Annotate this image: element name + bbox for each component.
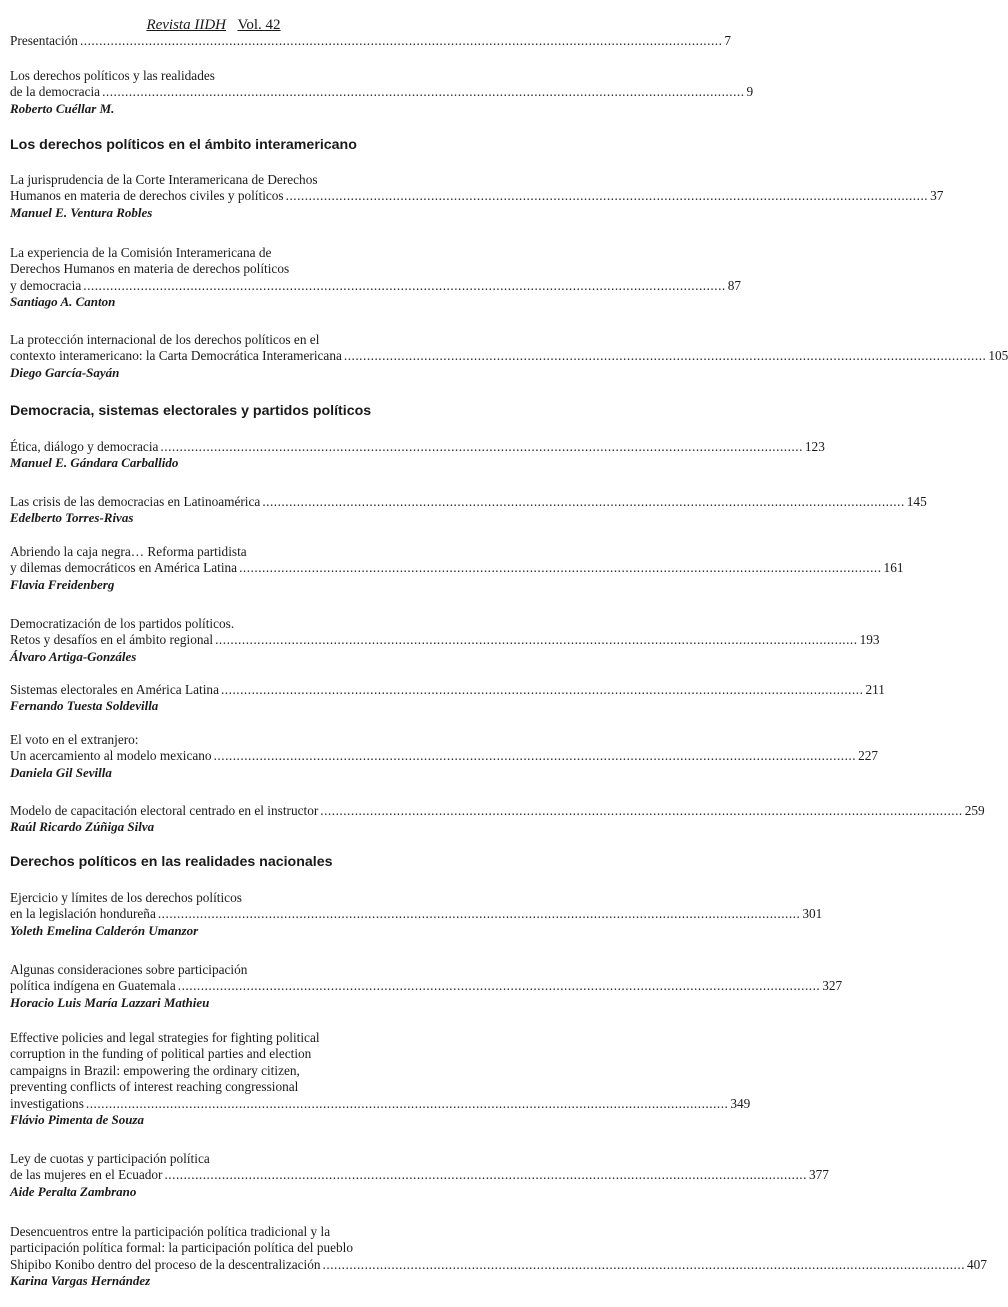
section-heading: Derechos políticos en las realidades nacionales	[10, 854, 333, 870]
page-number: 87	[727, 277, 742, 293]
page-number: 407	[967, 1256, 987, 1272]
entry-title: Las crisis de las democracias en Latinoamérica	[10, 494, 261, 509]
entry-title-line: La experiencia de la Comisión Interamericana de	[10, 245, 272, 260]
page-number: 9	[746, 84, 754, 100]
page-number: 193	[859, 632, 880, 648]
entry-title-line: Democratización de los partidos políticos.	[10, 616, 235, 631]
entry-title-line: corruption in the funding of political parties and election	[10, 1046, 312, 1062]
entry-author: Raúl Ricardo Zúñiga Silva	[10, 819, 155, 835]
entry-title-line: Desencuentros entre la participación política tradicional y la	[10, 1224, 331, 1239]
entry-author: Horacio Luis María Lazzari Mathieu	[10, 994, 210, 1010]
entry-author: Álvaro Artiga-Gonzáles	[10, 648, 137, 664]
entry-title-line: El voto en el extranjero:	[10, 732, 139, 747]
journal-title: Revista IIDH	[146, 17, 226, 33]
entry-title-line: preventing conflicts of interest reaching congressional	[10, 1079, 299, 1095]
entry-author: Fernando Tuesta Soldevilla	[10, 698, 159, 714]
entry-title-line: Ley de cuotas y participación política	[10, 1151, 210, 1166]
entry-title: Sistemas electorales en América Latina	[10, 682, 219, 697]
page-number: 37	[930, 188, 944, 204]
entry-author: Aide Peralta Zambrano	[10, 1183, 137, 1199]
entry-author: Diego García-Sayán	[10, 364, 120, 380]
entry-author: Flavia Freidenberg	[10, 576, 115, 592]
entry-title: Ética, diálogo y democracia	[10, 439, 159, 454]
entry-title: Modelo de capacitación electoral centrado en el instructor	[10, 803, 319, 818]
toc-entry: Presentación ........................................................................................................................................................................ 7	[10, 33, 732, 48]
toc-entry: Ley de cuotas y participación política de las mujeres en el Ecuador ........................................................................................................................................................................ 377 Aide Peralta Zambrano	[10, 1151, 829, 1199]
entry-title-line: Los derechos políticos y las realidades	[10, 68, 215, 83]
toc-entry: La jurisprudencia de la Corte Interamericana de Derechos Humanos en materia de derechos civiles y políticos ........................................................................................................................................................................ 37 Manuel E. Ventura Robles	[10, 172, 944, 220]
toc-entry: Sistemas electorales en América Latina ........................................................................................................................................................................ 211 Fernando Tuesta Soldevilla	[10, 682, 885, 714]
toc-entry: La experiencia de la Comisión Interamericana de Derechos Humanos en materia de derechos políticos y democracia ........................................................................................................................................................................ 87 Santiago A. Canton	[10, 245, 742, 310]
entry-title: Presentación	[10, 33, 78, 48]
page-number: 327	[822, 978, 843, 994]
entry-author: Santiago A. Canton	[10, 294, 116, 310]
entry-title: en la legislación hondureña	[10, 906, 156, 922]
toc-entry: Desencuentros entre la participación política tradicional y la participación política formal: la participación política del pueblo Shipibo Konibo dentro del proceso de la descentralización ........................................................................................................................................................................ 407 Karina Vargas Hernández	[10, 1224, 987, 1289]
entry-title: de las mujeres en el Ecuador	[10, 1167, 163, 1183]
section-heading: Democracia, sistemas electorales y partidos políticos	[10, 403, 372, 419]
entry-title-line: Effective policies and legal strategies for fighting political	[10, 1030, 320, 1045]
volume-number: Vol. 42	[237, 17, 281, 33]
page-number: 349	[730, 1095, 751, 1111]
entry-title: investigations	[10, 1095, 84, 1111]
entry-author: Flávio Pimenta de Souza	[10, 1112, 144, 1128]
entry-author: Manuel E. Gándara Carballido	[10, 455, 179, 471]
entry-title: de la democracia	[10, 84, 101, 100]
entry-title: Un acercamiento al modelo mexicano	[10, 748, 212, 764]
entry-title-line: Ejercicio y límites de los derechos políticos	[10, 890, 242, 905]
toc-entry: Effective policies and legal strategies for fighting political corruption in the funding of political parties and election campaigns in Brazil: empowering the ordinary citizen, preventing conflicts of interest reaching congressional investigations ........................................................................................................................................................................ 349 Flávio Pimenta de Souza	[10, 1030, 751, 1128]
entry-title-line: Abriendo la caja negra… Reforma partidista	[10, 544, 247, 559]
entry-author: Daniela Gil Sevilla	[10, 764, 112, 780]
page-number: 161	[883, 560, 904, 576]
entry-author: Yoleth Emelina Calderón Umanzor	[10, 922, 199, 938]
toc-entry: Las crisis de las democracias en Latinoamérica ........................................................................................................................................................................ 145 Edelberto Torres-Rivas	[10, 494, 927, 526]
entry-title: contexto interamericano: la Carta Democrática Interamericana	[10, 348, 342, 364]
entry-title: política indígena en Guatemala	[10, 978, 176, 994]
page-number: 301	[802, 906, 823, 922]
page-number: 123	[804, 439, 825, 454]
entry-title-line: campaigns in Brazil: empowering the ordinary citizen,	[10, 1062, 300, 1078]
toc-entry: Ejercicio y límites de los derechos políticos en la legislación hondureña ........................................................................................................................................................................ 301 Yoleth Emelina Calderón Umanzor	[10, 890, 823, 938]
entry-author: Roberto Cuéllar M.	[10, 100, 115, 116]
entry-title-line: participación política formal: la participación política del pueblo	[10, 1240, 354, 1256]
entry-author: Edelberto Torres-Rivas	[10, 510, 134, 526]
entry-title-line: La protección internacional de los derechos políticos en el	[10, 332, 320, 347]
toc-entry: El voto en el extranjero: Un acercamiento al modelo mexicano ........................................................................................................................................................................ 227 Daniela Gil Sevilla	[10, 732, 879, 780]
entry-title: Retos y desafíos en el ámbito regional	[10, 632, 214, 648]
entry-title-line: Algunas consideraciones sobre participación	[10, 962, 248, 977]
entry-title: y dilemas democráticos en América Latina	[10, 560, 238, 576]
entry-title-line: La jurisprudencia de la Corte Interamericana de Derechos	[10, 172, 318, 187]
page-number: 211	[865, 682, 885, 697]
entry-title: Humanos en materia de derechos civiles y políticos	[10, 188, 284, 204]
entry-author: Karina Vargas Hernández	[10, 1273, 151, 1289]
toc-entry: La protección internacional de los derechos políticos en el contexto interamericano: la Carta Democrática Interamericana ........................................................................................................................................................................ 105 Diego García-Sayán	[10, 332, 1008, 380]
toc-entry: Modelo de capacitación electoral centrado en el instructor ........................................................................................................................................................................ 259 Raúl Ricardo Zúñiga Silva	[10, 803, 985, 835]
page-number: 145	[906, 494, 927, 509]
page-number: 7	[724, 33, 732, 48]
toc-entry: Democratización de los partidos políticos. Retos y desafíos en el ámbito regional ........................................................................................................................................................................ 193 Álvaro Artiga-Gonzáles	[10, 616, 880, 664]
entry-author: Manuel E. Ventura Robles	[10, 204, 153, 220]
page-number: 259	[964, 803, 985, 818]
entry-title: y democracia	[10, 277, 82, 293]
toc-entry: Abriendo la caja negra… Reforma partidista y dilemas democráticos en América Latina ........................................................................................................................................................................ 161 Flavia Freidenberg	[10, 544, 904, 592]
page-number: 377	[808, 1167, 829, 1183]
running-header	[0, 16, 427, 34]
toc-entry: Ética, diálogo y democracia ........................................................................................................................................................................ 123 Manuel E. Gándara Carballido	[10, 439, 825, 471]
toc-entry: Los derechos políticos y las realidades de la democracia ........................................................................................................................................................................ 9 Roberto Cuéllar M.	[10, 68, 754, 116]
page-number: 227	[858, 748, 879, 764]
section-heading: Los derechos políticos en el ámbito interamericano	[10, 137, 357, 153]
entry-title: Shipibo Konibo dentro del proceso de la descentralización	[10, 1256, 321, 1272]
entry-title-line: Derechos Humanos en materia de derechos políticos	[10, 261, 290, 277]
toc-entry: Algunas consideraciones sobre participación política indígena en Guatemala ........................................................................................................................................................................ 327 Horacio Luis María Lazzari Mathieu	[10, 962, 843, 1010]
page-number: 105	[988, 348, 1008, 364]
